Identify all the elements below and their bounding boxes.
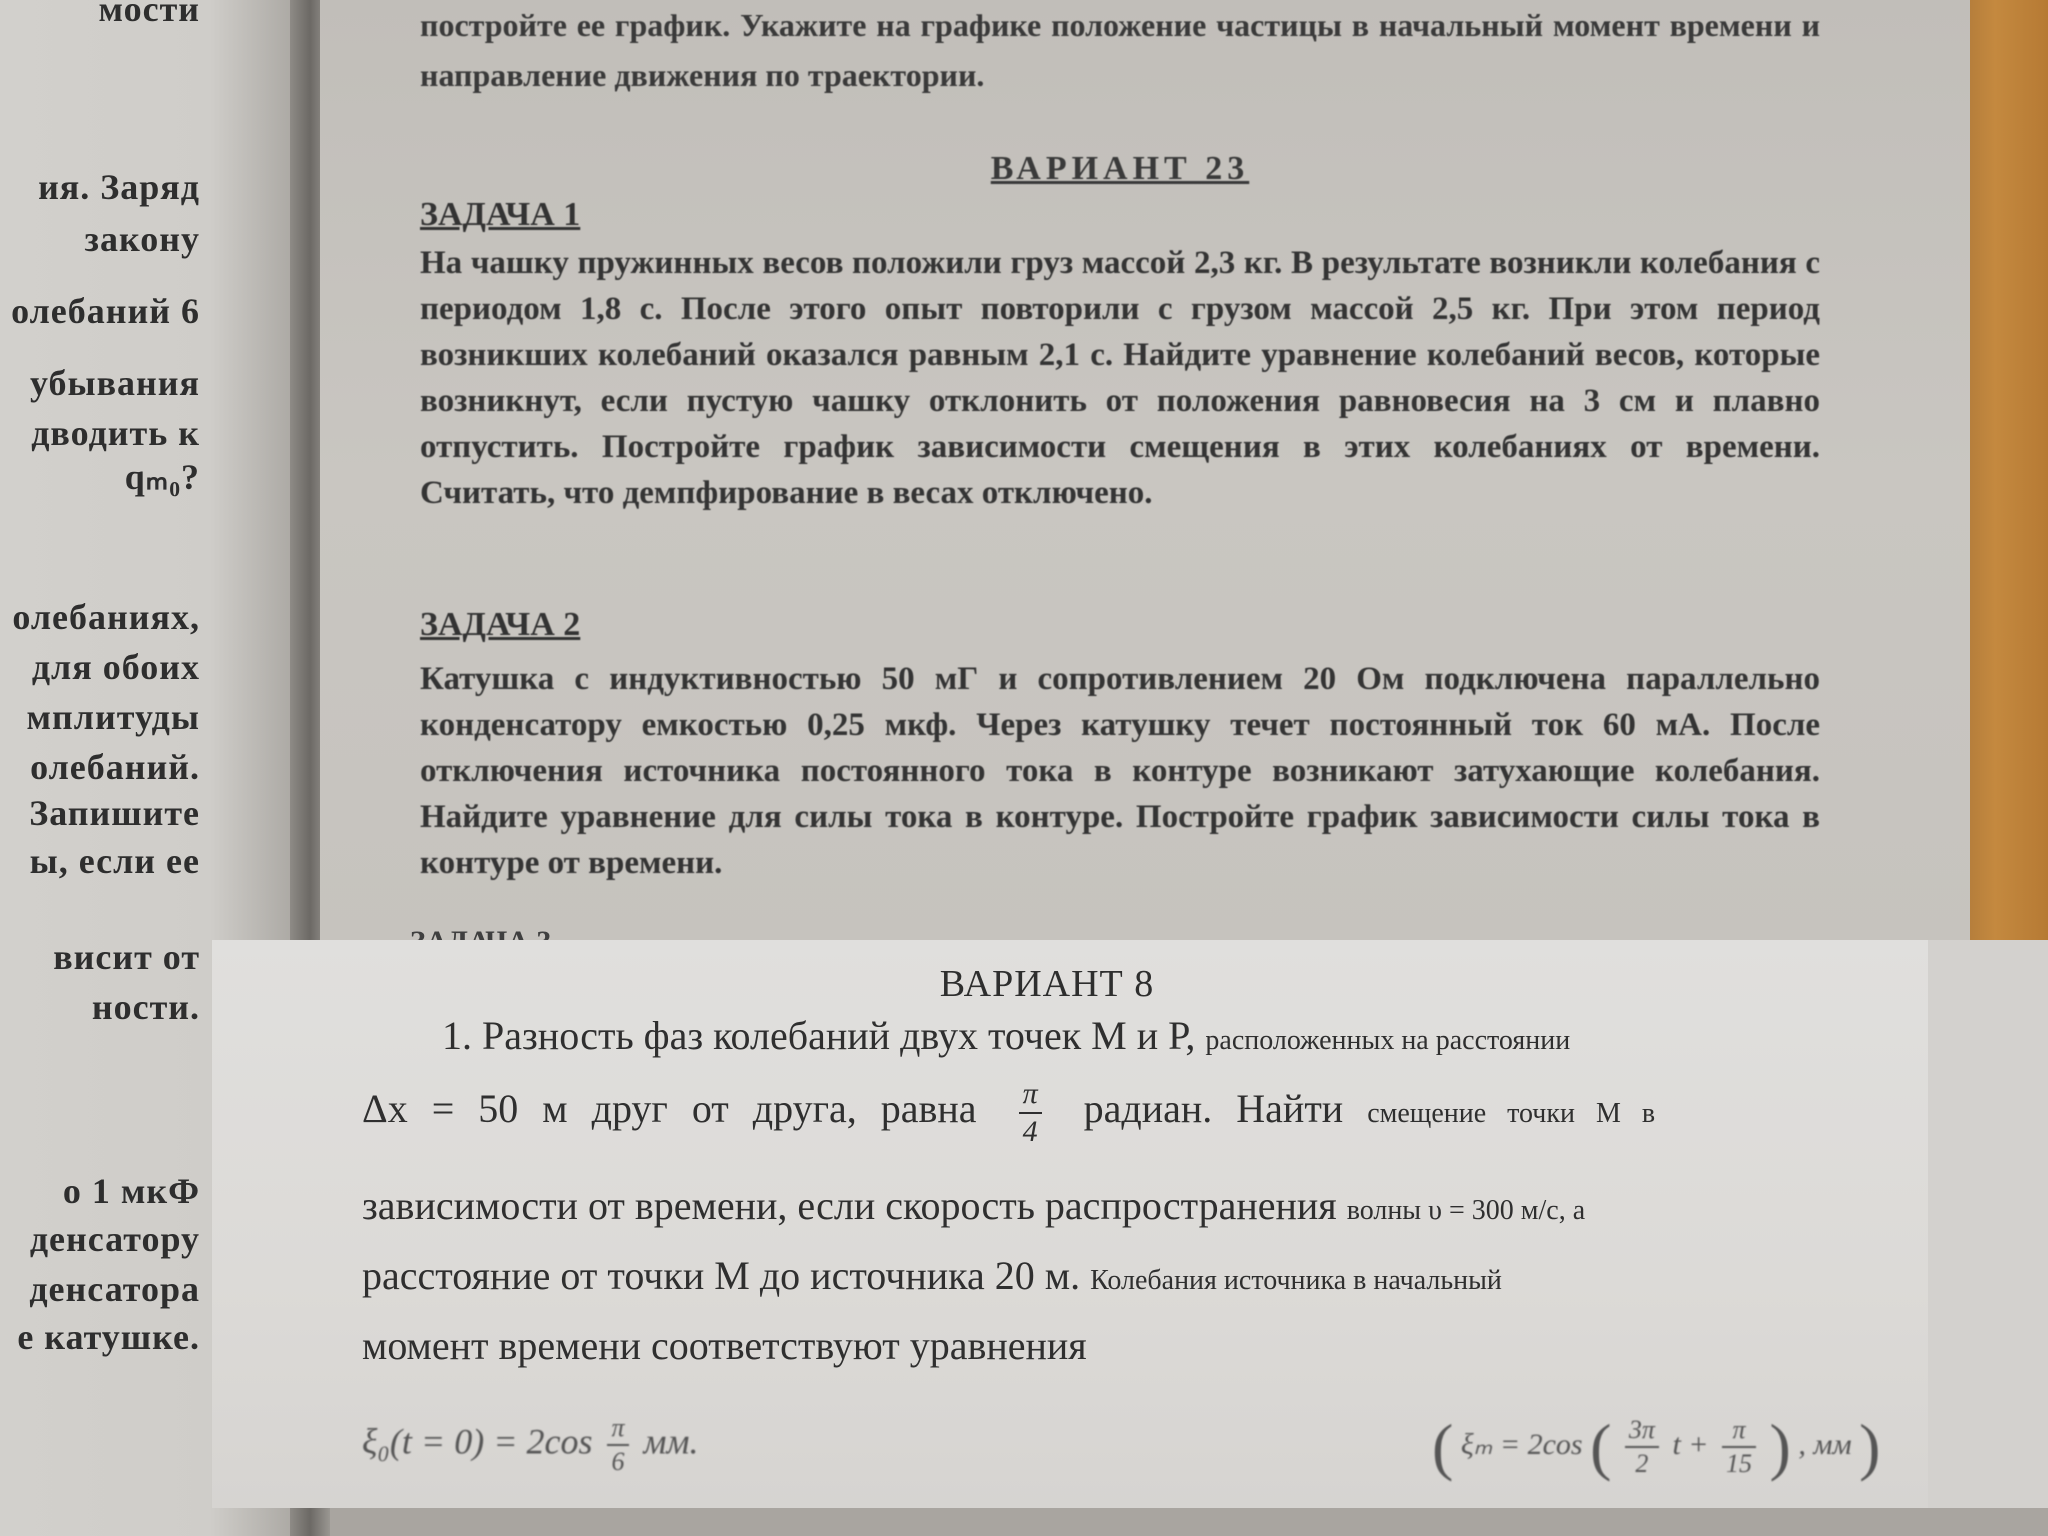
left-page-line: олебаниях, — [12, 597, 200, 637]
problem-line-3 — [362, 1182, 2048, 1229]
source-equation-denominator: 6 — [611, 1447, 625, 1476]
problem-line-3-tail: волны υ = 300 м/с, а — [1346, 1195, 1586, 1226]
problem-line-2-mid: радиан. Найти — [1083, 1086, 1344, 1132]
answer-fraction-1-denominator: 2 — [1635, 1449, 1649, 1478]
source-equation-numerator: π — [607, 1412, 628, 1446]
left-page-line: для обоих — [31, 647, 200, 687]
problem-line-1 — [442, 1012, 2048, 1059]
answer-fraction-2-numerator: π — [1722, 1414, 1756, 1448]
left-page-line: мплитуды — [26, 697, 200, 737]
task-1-body: На чашку пружинных весов положили груз массой 2,3 кг. В результате возникли колебания с периодом 1,8 с. После этого опыт повторили с грузом массой 2,5 кг. При этом период возникших колебаний оказался равным 2,1 с. Найдите уравнение колебаний весов, которые возникнут, если пустую чашку отклонить от положения равновесия на 3 см и плавно отпустить. Постройте график зависимости смещения в этих колебаниях от времени. Считать, что демпфирование в весах отключено. — [420, 245, 1820, 511]
phase-fraction-denominator: 4 — [1022, 1115, 1038, 1148]
phase-fraction — [1019, 1076, 1042, 1150]
problem-line-3-main: зависимости от времени, если скорость распространения — [362, 1183, 1337, 1228]
problem-line-5: момент времени соответствуют уравнения — [362, 1323, 1087, 1368]
task-2-body: Катушка с индуктивностью 50 мГ и сопротивлением 20 Ом подключена параллельно конденсатору емкостью 0,25 мкф. Через катушку течет постоянный ток 60 мА. После отключения источника постоянного тока в контуре возникают затухающие колебания. Найдите уравнение для силы тока в контуре. Постройте график зависимости силы тока в контуре от времени. — [420, 661, 1820, 881]
answer-inner-close-paren: ) — [1769, 1411, 1791, 1482]
left-page-line: е катушке. — [17, 1317, 200, 1357]
source-equation — [362, 1412, 698, 1478]
answer-fraction-2 — [1722, 1414, 1756, 1480]
problem-line-2-tail: смещение точки М в — [1367, 1098, 1656, 1130]
answer-fraction-1-numerator: 3π — [1625, 1414, 1659, 1448]
problem-line-1-main: 1. Разность фаз колебаний двух точек М и Р, — [442, 1013, 1196, 1058]
answer-inner-open-paren: ( — [1590, 1411, 1612, 1482]
left-page-line: ия. Заряд — [38, 167, 200, 207]
answer-equation — [1432, 1410, 1880, 1484]
left-page-line: Запишите — [29, 793, 200, 833]
answer-close-paren: ) — [1859, 1411, 1881, 1482]
variant-8-printout — [212, 940, 2048, 1508]
task-1-title: ЗАДАЧА 1 — [420, 196, 581, 233]
problem-line-2 — [362, 1076, 2048, 1150]
answer-open-paren: ( — [1432, 1411, 1454, 1482]
left-page-line: денсатору — [29, 1219, 200, 1259]
source-equation-lhs: ξ₀(t = 0) = 2cos — [362, 1421, 593, 1462]
left-page-line: олебаний 6 — [11, 291, 200, 331]
problem-line-4-tail: Колебания источника в начальный — [1090, 1265, 1502, 1296]
left-page-line: мости — [98, 0, 200, 29]
left-page-line: денсатора — [29, 1269, 200, 1309]
task-2-title: ЗАДАЧА 2 — [420, 606, 581, 643]
phase-fraction-numerator: π — [1019, 1076, 1042, 1114]
left-page-line: висит от — [53, 937, 200, 977]
source-equation-unit: мм. — [643, 1421, 699, 1462]
left-page-line: дводить к — [31, 413, 200, 453]
table-surface — [1960, 0, 2048, 960]
right-book-page — [320, 0, 1970, 960]
variant-23-heading: ВАРИАНТ 23 — [990, 150, 1250, 187]
left-page-line: qₘ₀? — [124, 457, 200, 497]
left-page-line: о 1 мкФ — [62, 1171, 200, 1211]
variant-8-heading: ВАРИАНТ 8 — [939, 963, 1155, 1005]
answer-equation-t: t + — [1672, 1427, 1709, 1461]
problem-line-2-start: Δx = 50 м друг от друга, равна — [362, 1086, 977, 1132]
problem-line-1-tail: расположенных на расстоянии — [1205, 1025, 1571, 1056]
left-page-line: ности. — [91, 987, 200, 1027]
answer-fraction-2-denominator: 15 — [1726, 1449, 1753, 1478]
previous-task-ending: постройте ее график. Укажите на графике положение частицы в начальный момент времени и направление движения по траектории. — [420, 7, 1820, 93]
answer-equation-lhs: ξₘ = 2cos — [1460, 1427, 1583, 1461]
left-page-line: закону — [84, 219, 200, 259]
answer-equation-unit: , мм — [1798, 1427, 1852, 1461]
problem-line-4 — [362, 1252, 2048, 1299]
left-page-line: ы, если ее — [29, 841, 200, 881]
source-equation-fraction — [607, 1412, 628, 1478]
answer-fraction-1 — [1625, 1414, 1659, 1480]
left-page-line: олебаний. — [30, 747, 200, 787]
left-page-line: убывания — [29, 363, 200, 403]
problem-line-4-main: расстояние от точки М до источника 20 м. — [362, 1253, 1081, 1298]
